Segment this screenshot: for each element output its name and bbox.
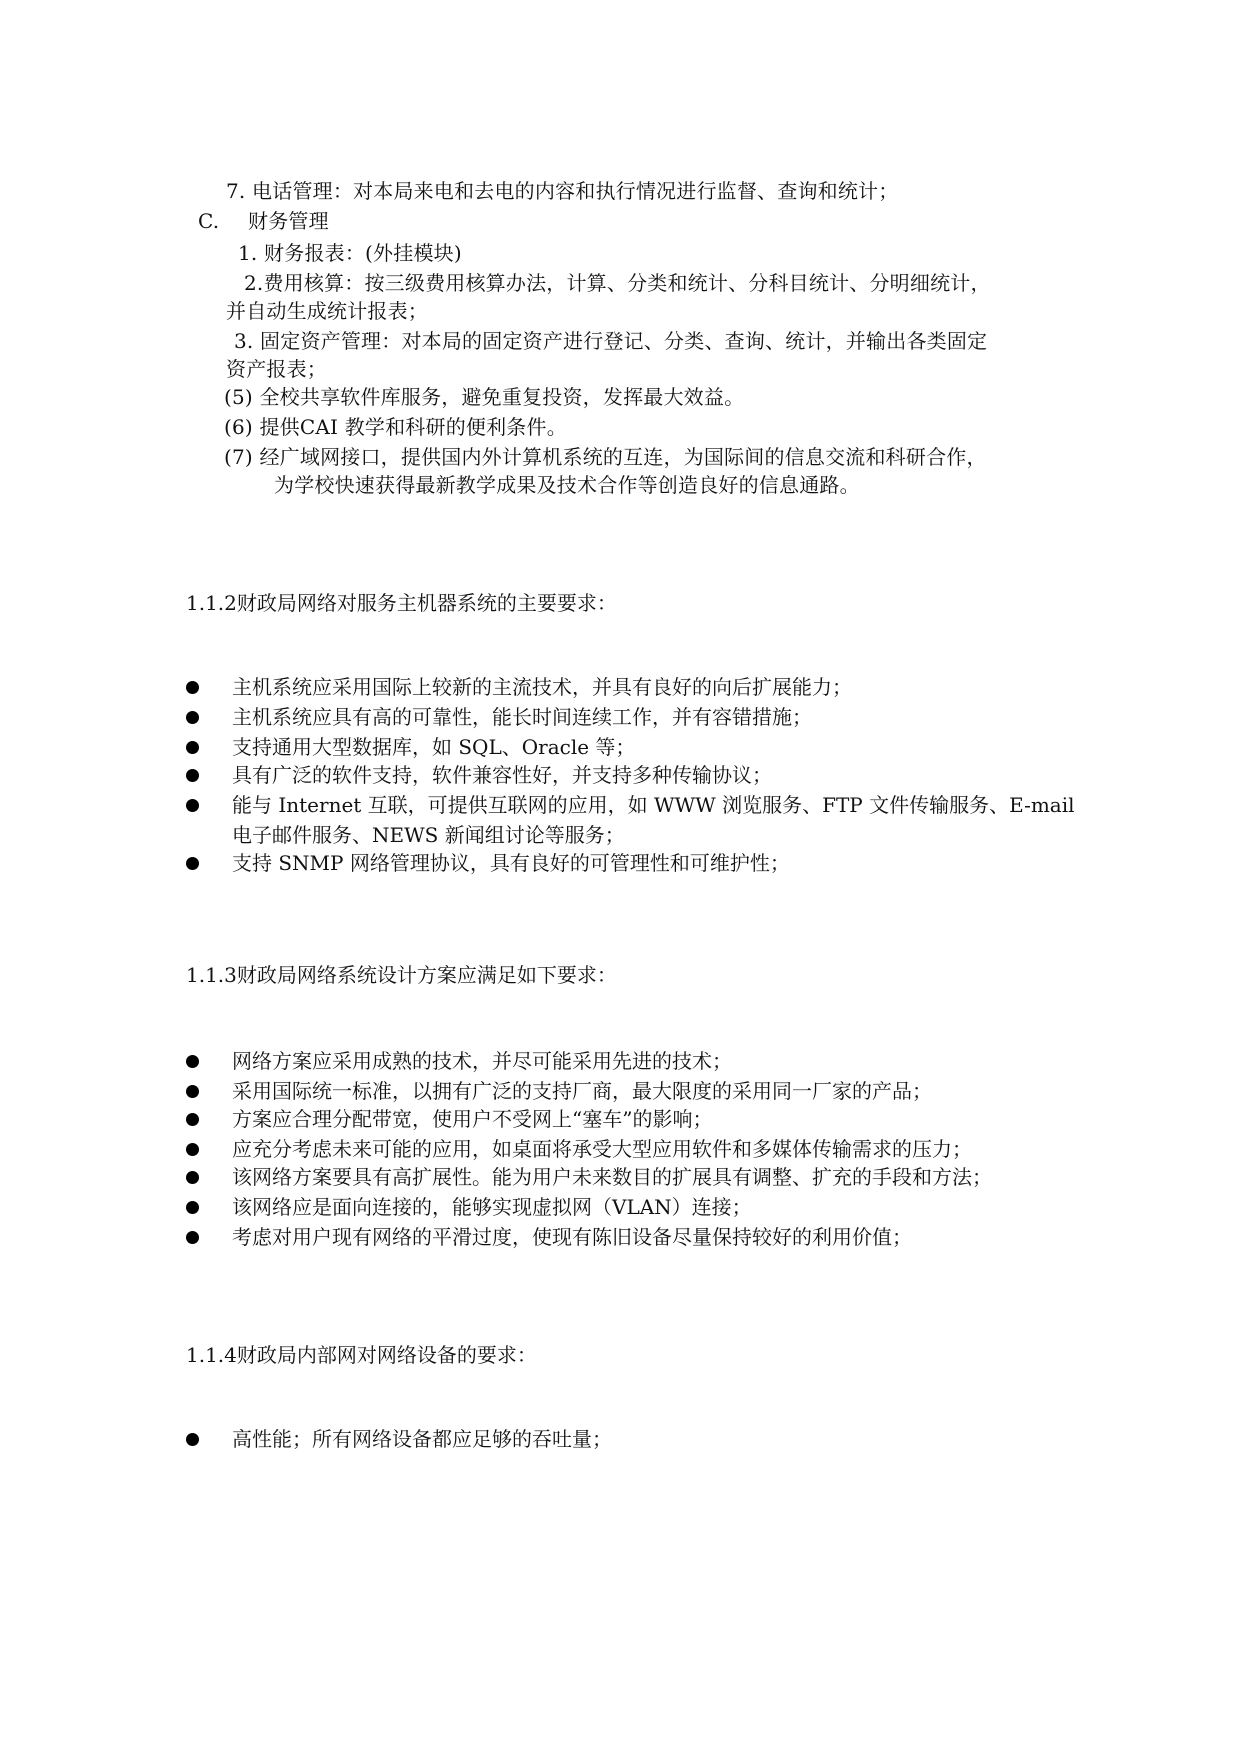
bullet-icon xyxy=(186,1143,199,1156)
bullet-icon xyxy=(186,1433,199,1446)
sub-item-3-fixed-assets-line2: 资产报表； xyxy=(226,357,327,381)
heading-1-1-4: 1.1.4财政局内部网对网络设备的要求： xyxy=(186,1343,537,1367)
bullet-icon xyxy=(186,711,199,724)
list-item-continuation: 电子邮件服务、NEWS 新闻组讨论等服务； xyxy=(232,823,625,847)
bullet-icon xyxy=(186,681,199,694)
sub-item-3-fixed-assets-line1: 3. 固定资产管理：对本局的固定资产进行登记、分类、查询、统计，并输出各类固定 xyxy=(234,329,988,353)
sub-item-2-cost-accounting-line1: 2.费用核算：按三级费用核算办法，计算、分类和统计、分科目统计、分明细统计， xyxy=(244,271,991,295)
section-c-title: 财务管理 xyxy=(248,209,329,233)
bullet-icon xyxy=(186,1085,199,1098)
bullet-icon xyxy=(186,769,199,782)
section-c-label: C. xyxy=(198,209,220,233)
bullet-icon xyxy=(186,799,199,812)
heading-1-1-3: 1.1.3财政局网络系统设计方案应满足如下要求： xyxy=(186,963,617,987)
bullet-icon xyxy=(186,1055,199,1068)
bullet-icon xyxy=(186,741,199,754)
bullet-icon xyxy=(186,1171,199,1184)
bullet-icon xyxy=(186,1231,199,1244)
bullet-icon xyxy=(186,857,199,870)
paragraph-7-wan-interface-line2: 为学校快速获得最新教学成果及技术合作等创造良好的信息通路。 xyxy=(274,473,860,497)
paragraph-7-wan-interface-line1: (7) 经广域网接口，提供国内外计算机系统的互连，为国际间的信息交流和科研合作， xyxy=(224,445,987,469)
sub-item-2-cost-accounting-line2: 并自动生成统计报表； xyxy=(226,299,428,323)
sub-item-1-financial-report: 1. 财务报表：(外挂模块) xyxy=(238,241,462,265)
bullet-icon xyxy=(186,1113,199,1126)
bullet-icon xyxy=(186,1201,199,1214)
paragraph-6-cai-teaching: (6) 提供CAI 教学和科研的便利条件。 xyxy=(224,415,567,439)
item-7-phone-management: 7. 电话管理：对本局来电和去电的内容和执行情况进行监督、查询和统计； xyxy=(226,179,899,203)
document-page: 7. 电话管理：对本局来电和去电的内容和执行情况进行监督、查询和统计； C. 财务管理 1. 财务报表：(外挂模块) 2.费用核算：按三级费用核算办法，计算、分类和统计、分科目统计、分明细统计， 并自动生成统计报表； 3. 固定资产管理：对本局的固定资产进行登记、分类、查询、统计，并输出各类固定 资产报表； (5) 全校共享软件库服务，避免重复投资，发挥最大效益。 (6) 提供CAI 教学和科研的便利条件。 (7) 经广域网接口，提供国内外计算机系统的互连，为国际间的信息交流和科研合作， 为学校快速获得最新教学成果及技术合作等创造良好的信息通路。 1.1.2财政局网络对服务主机器系统的主要要求： 主机系统应采用国际上较新的主流技术，并具有良好的向后扩展能力； 主机系统应具有高的可靠性，能长时间连续工作，并有容错措施； 支持通用大型数据库，如 SQL、Oracle 等； 具有广泛的软件支持，软件兼容性好，并支持多种传输协议； 能与 Internet 互联，可提供互联网的应用，如 WWW 浏览服务、FTP 文件传输服务、E-mail 电子邮件服务、NEWS 新闻组讨论等服务； 支持 SNMP 网络管理协议，具有良好的可管理性和可维护性； 1.1.3财政局网络系统设计方案应满足如下要求： 网络方案应采用成熟的技术，并尽可能采用先进的技术； 采用国际统一标准，以拥有广泛的支持厂商，最大限度的采用同一厂家的产品； 方案应合理分配带宽，使用户不受网上“塞车”的影响； 应充分考虑未来可能的应用，如桌面将承受大型应用软件和多媒体传输需求的压力； 该网络方案要具有高扩展性。能为用户未来数目的扩展具有调整、扩充的手段和方法； 该网络应是面向连接的，能够实现虚拟网（VLAN）连接； 考虑对用户现有网络的平滑过度，使现有陈旧设备尽量保持较好的利用价值； 1.1.4财政局内部网对网络设备的要求： 高性能；所有网络设备都应足够的吞吐量； xyxy=(0,0,1241,1754)
paragraph-5-shared-software: (5) 全校共享软件库服务，避免重复投资，发挥最大效益。 xyxy=(224,385,745,409)
heading-1-1-2: 1.1.2财政局网络对服务主机器系统的主要要求： xyxy=(186,591,617,615)
